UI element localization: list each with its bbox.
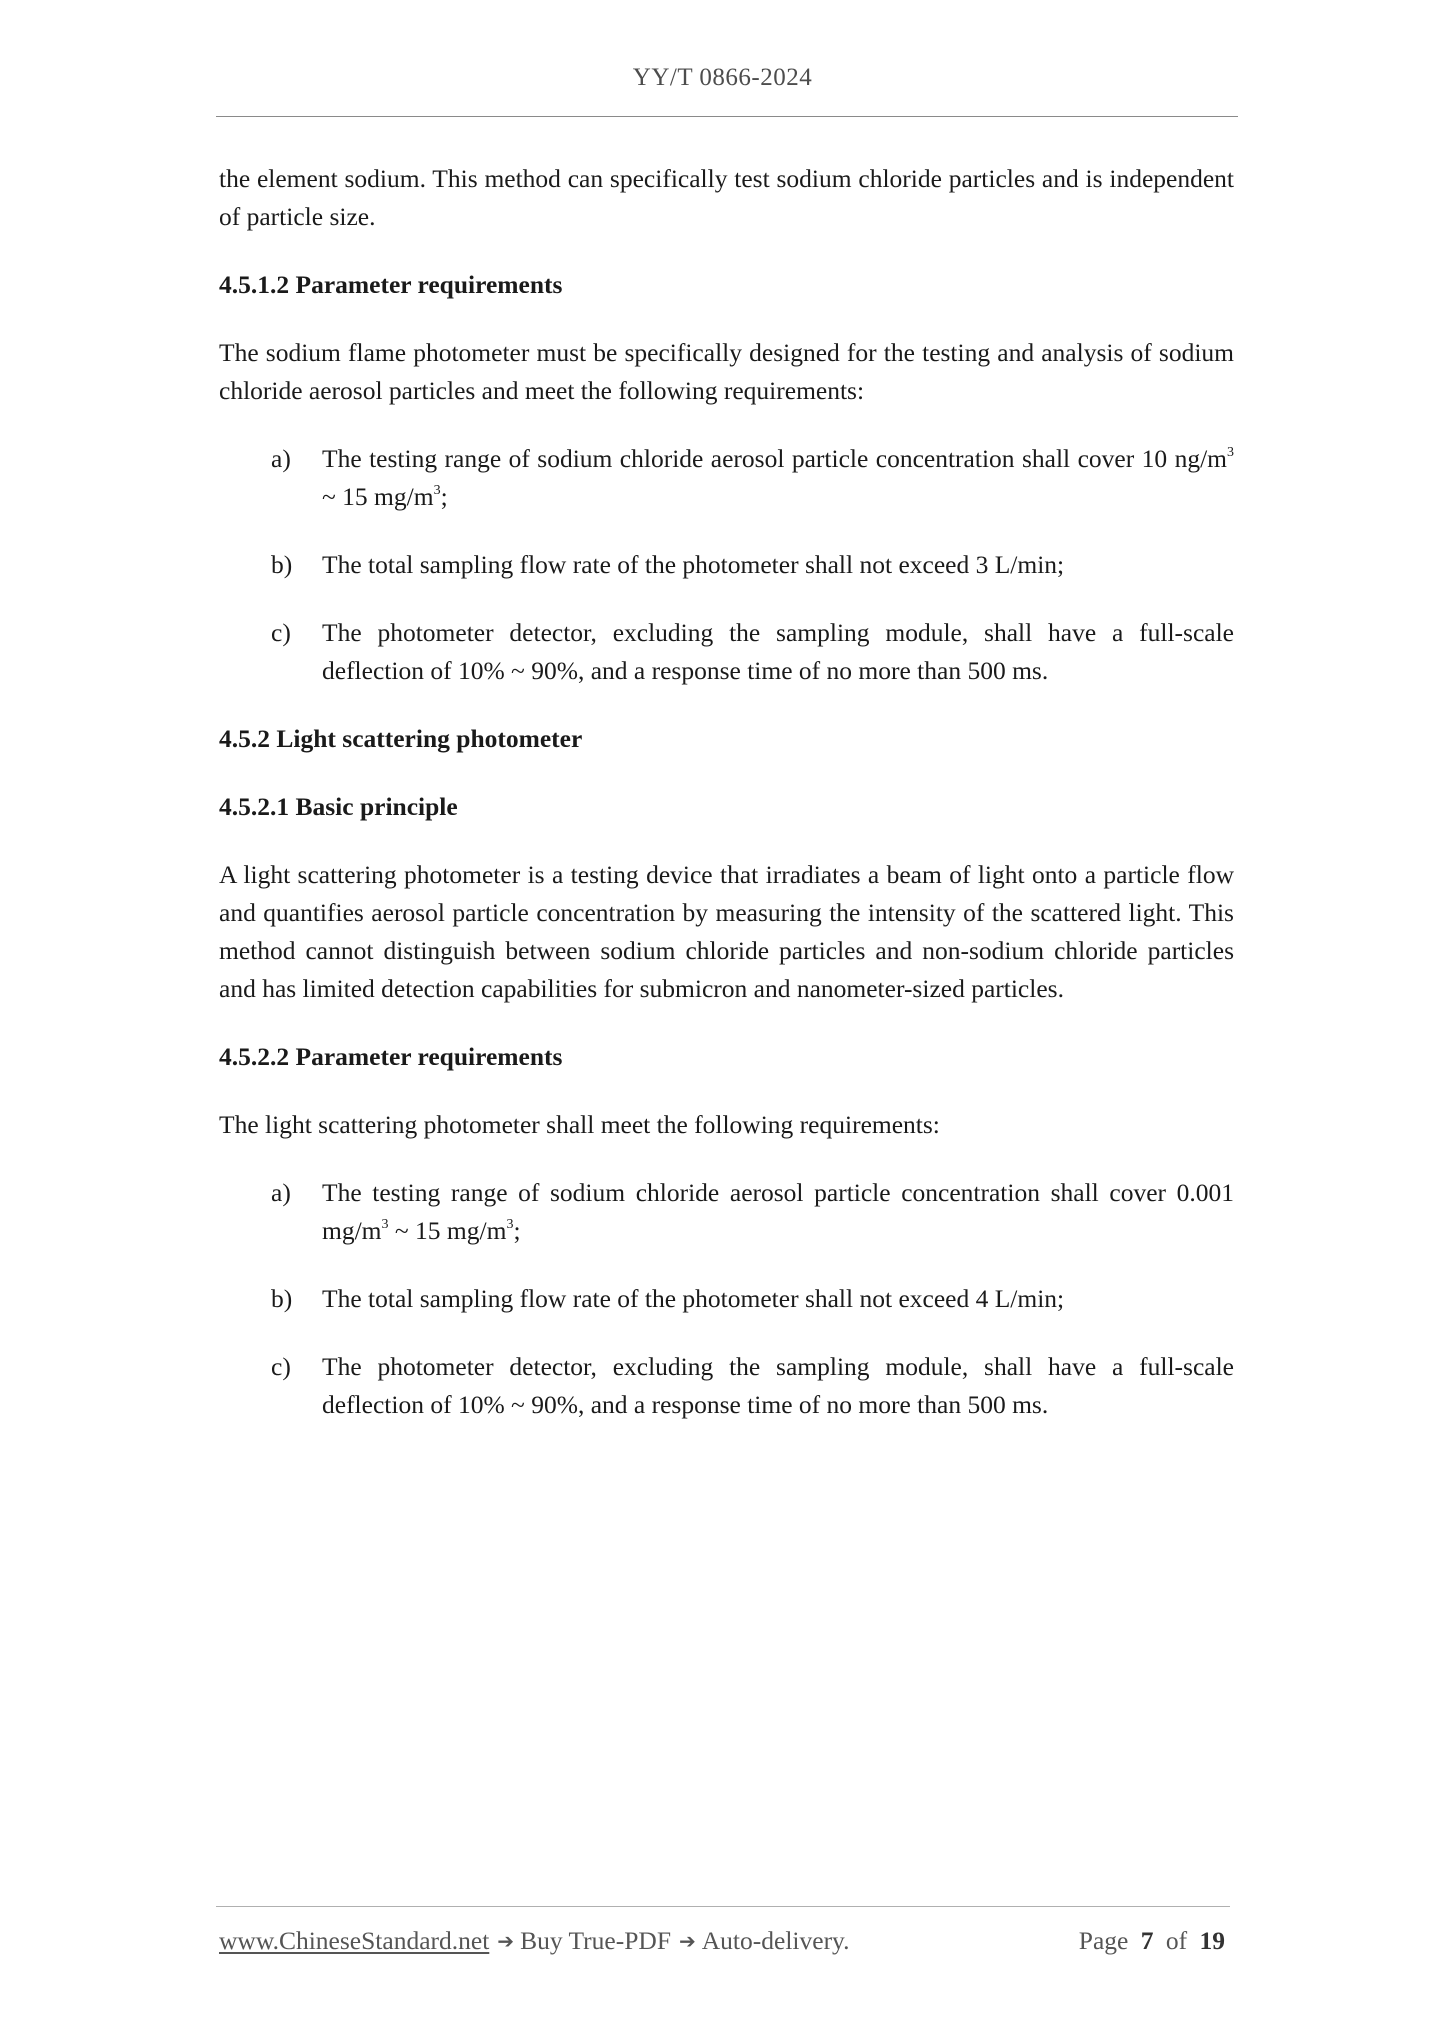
list-item: [219, 614, 1234, 690]
list-item: [219, 546, 1234, 584]
list-marker: c): [271, 1352, 291, 1381]
heading-4-5-2-2: 4.5.2.2 Parameter requirements: [219, 1042, 563, 1071]
superscript: 3: [381, 1217, 389, 1232]
website-link[interactable]: www.ChineseStandard.net: [219, 1926, 490, 1955]
current-page: 7: [1140, 1926, 1154, 1955]
superscript: 3: [433, 483, 441, 498]
list-item-text: The photometer detector, excluding the sampling module, shall have a full-scale deflection of 10% ~ 90%, and a response time of no more than 500 ms.: [322, 618, 1234, 685]
list-item-text: [322, 440, 1234, 516]
document-code-header: YY/T 0866-2024: [632, 64, 813, 91]
heading-4-5-2-1: 4.5.2.1 Basic principle: [219, 792, 458, 821]
sodium-photometer-requirements-intro: The sodium flame photometer must be specifically designed for the testing and analysis of sodium chloride aerosol particles and meet the following requirements:: [219, 338, 1234, 405]
list-item: [219, 1174, 1234, 1250]
page-of-label: of: [1165, 1926, 1188, 1955]
list-item: [219, 1280, 1234, 1318]
scattering-photometer-requirements-intro: The light scattering photometer shall meet the following requirements:: [219, 1110, 940, 1139]
list-marker: c): [271, 618, 291, 647]
list-marker: b): [271, 550, 293, 579]
document-body: [219, 160, 1234, 1454]
list-item: [219, 440, 1234, 516]
superscript: 3: [506, 1217, 514, 1232]
list-item-text-part: ~ 15 mg/m: [388, 1216, 507, 1245]
list-item-text: The total sampling flow rate of the photometer shall not exceed 3 L/min;: [322, 550, 1065, 579]
list-item-text-part: ;: [440, 482, 448, 511]
heading-4-5-1-2: 4.5.1.2 Parameter requirements: [219, 270, 563, 299]
heading-4-5-2: 4.5.2 Light scattering photometer: [219, 724, 583, 753]
buy-pdf-text: Buy True-PDF: [520, 1926, 671, 1955]
list-item-text-part: The testing range of sodium chloride aerosol particle concentration shall cover 0.001 mg/m: [322, 1178, 1234, 1245]
list-item-text-part: ~ 15 mg/m: [322, 482, 434, 511]
list-marker: a): [271, 1178, 291, 1207]
list-item-text: The total sampling flow rate of the photometer shall not exceed 4 L/min;: [322, 1284, 1065, 1313]
list-item-text: The photometer detector, excluding the sampling module, shall have a full-scale deflection of 10% ~ 90%, and a response time of no more than 500 ms.: [322, 1352, 1234, 1419]
arrow-right-icon: ➔: [679, 1929, 696, 1953]
auto-delivery-text: Auto-delivery.: [701, 1926, 850, 1955]
superscript: 3: [1227, 445, 1234, 460]
footer-divider: [216, 1906, 1230, 1907]
header-divider: [216, 116, 1238, 117]
total-pages: 19: [1199, 1926, 1225, 1955]
arrow-right-icon: ➔: [497, 1929, 515, 1953]
footer-promo: [219, 1926, 850, 1956]
list-item: [219, 1348, 1234, 1424]
basic-principle-paragraph: A light scattering photometer is a testing device that irradiates a beam of light onto a particle flow and quantifies aerosol particle concentration by measuring the intensity of the scattered light. This method cannot distinguish between sodium chloride particles and non-sodium chloride particles and has limited detection capabilities for submicron and nanometer-sized particles.: [219, 860, 1234, 1003]
page-number: [1079, 1926, 1225, 1956]
list-item-text: [322, 1174, 1234, 1250]
list-marker: a): [271, 444, 291, 473]
page-label: Page: [1078, 1926, 1129, 1955]
list-item-text-part: The testing range of sodium chloride aerosol particle concentration shall cover 10 ng/m: [322, 444, 1227, 473]
intro-paragraph: the element sodium. This method can specifically test sodium chloride particles and is independent of particle size.: [219, 164, 1234, 231]
list-marker: b): [271, 1284, 293, 1313]
list-item-text-part: ;: [513, 1216, 521, 1245]
